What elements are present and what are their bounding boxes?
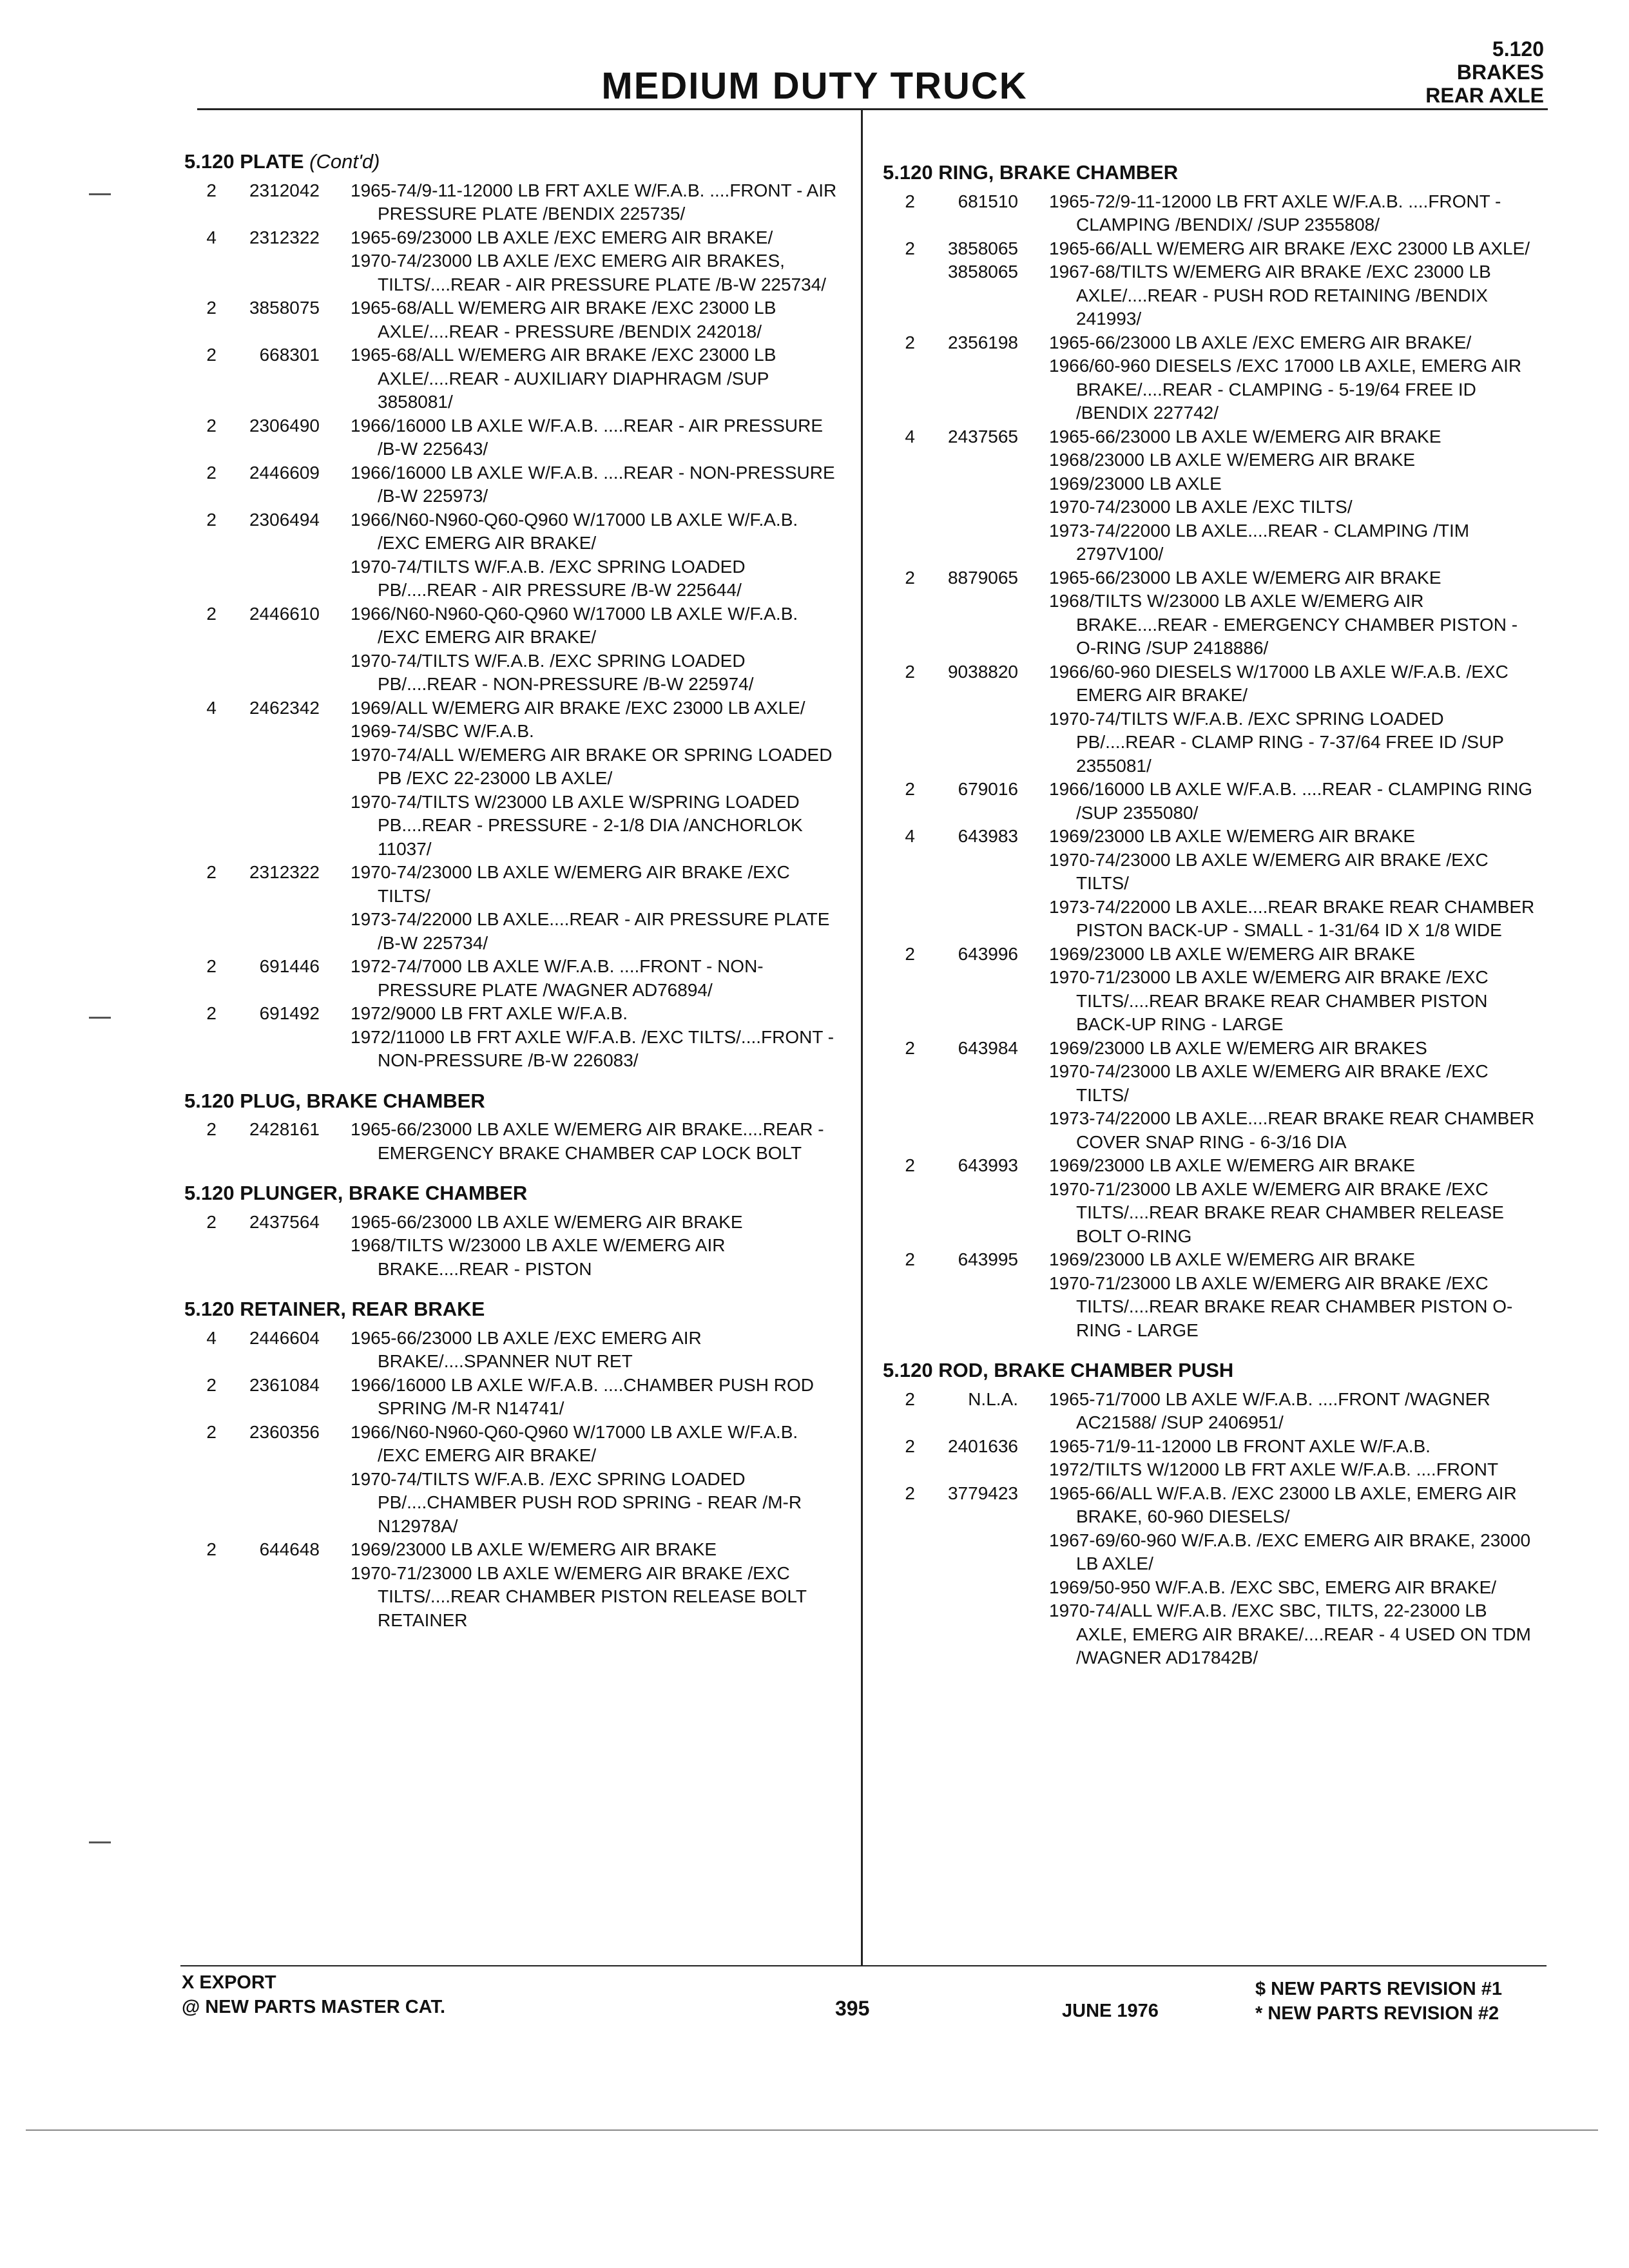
part-entry xyxy=(184,1538,842,1632)
description-line: 1970-74/23000 LB AXLE W/EMERG AIR BRAKE /EXC TILTS/ xyxy=(1049,849,1489,893)
part-entry xyxy=(184,1211,842,1282)
export-legend: X EXPORT xyxy=(182,1972,276,1993)
part-quantity: 2 xyxy=(206,1211,217,1232)
section-number: 5.120 xyxy=(1492,37,1544,61)
description-line: 1973-74/22000 LB AXLE....REAR - AIR PRESSURE PLATE /B-W 225734/ xyxy=(351,909,830,953)
part-number: 3858065 xyxy=(947,238,1018,258)
description-line: 1965-66/23000 LB AXLE /EXC EMERG AIR BRAKE/ xyxy=(1049,332,1472,352)
description-line: 1966/16000 LB AXLE W/F.A.B. ....REAR - CLAMPING RING /SUP 2355080/ xyxy=(1049,779,1533,823)
part-number: 681510 xyxy=(958,191,1018,211)
part-description xyxy=(1049,331,1540,425)
part-quantity: 2 xyxy=(206,462,217,483)
part-description xyxy=(1049,1388,1540,1435)
part-description xyxy=(351,697,842,861)
section-heading xyxy=(883,161,1540,185)
description-line: 1966/16000 LB AXLE W/F.A.B. ....REAR - NON-PRESSURE /B-W 225973/ xyxy=(351,462,835,506)
part-entry xyxy=(883,425,1540,566)
part-description xyxy=(351,1421,842,1539)
description-line: 1973-74/22000 LB AXLE....REAR BRAKE REAR CHAMBER PISTON BACK-UP - SMALL - 1-31/64 ID X 1/8 WIDE xyxy=(1049,896,1535,940)
part-entry xyxy=(883,1435,1540,1482)
description-line: 1969/23000 LB AXLE W/EMERG AIR BRAKE xyxy=(1049,826,1416,846)
part-description xyxy=(351,1118,842,1165)
description-line: 1968/23000 LB AXLE W/EMERG AIR BRAKE xyxy=(1049,450,1416,470)
description-line: 1965-66/23000 LB AXLE W/EMERG AIR BRAKE xyxy=(1049,567,1441,588)
part-quantity: 2 xyxy=(905,1436,915,1456)
description-line: 1970-71/23000 LB AXLE W/EMERG AIR BRAKE /EXC TILTS/....REAR BRAKE REAR CHAMBER PISTON O-RING - LARGE xyxy=(1049,1273,1513,1340)
part-quantity: 2 xyxy=(206,862,217,882)
part-quantity: 2 xyxy=(206,603,217,624)
part-description xyxy=(1049,1037,1540,1155)
description-line: 1965-66/23000 LB AXLE W/EMERG AIR BRAKE....REAR - EMERGENCY BRAKE CHAMBER CAP LOCK BOLT xyxy=(351,1119,824,1163)
part-description xyxy=(1049,237,1540,261)
part-number: 2360356 xyxy=(249,1421,320,1442)
description-line: 1970-71/23000 LB AXLE W/EMERG AIR BRAKE /EXC TILTS/....REAR BRAKE REAR CHAMBER RELEASE BOLT O-RING xyxy=(1049,1178,1504,1246)
part-description xyxy=(351,343,842,414)
part-number: 668301 xyxy=(259,345,320,365)
part-quantity: 2 xyxy=(905,1483,915,1503)
part-number: 2437564 xyxy=(249,1211,320,1232)
part-number: 3858075 xyxy=(249,298,320,318)
part-description xyxy=(1049,825,1540,943)
part-number: 2312042 xyxy=(249,180,320,200)
part-number: 2356198 xyxy=(947,332,1018,352)
part-description xyxy=(1049,566,1540,660)
part-quantity: 2 xyxy=(905,332,915,352)
margin-tick xyxy=(89,193,111,195)
part-number: 691492 xyxy=(259,1003,320,1023)
part-number: 2312322 xyxy=(249,227,320,247)
part-number: 691446 xyxy=(259,956,320,976)
description-line: 1966/N60-N960-Q60-Q960 W/17000 LB AXLE W/F.A.B. /EXC EMERG AIR BRAKE/ xyxy=(351,509,798,553)
description-line: 1972-74/7000 LB AXLE W/F.A.B. ....FRONT - NON-PRESSURE PLATE /WAGNER AD76894/ xyxy=(351,956,764,1000)
part-quantity: 2 xyxy=(206,956,217,976)
description-line: 1972/TILTS W/12000 LB FRT AXLE W/F.A.B. ....FRONT xyxy=(1049,1459,1499,1479)
description-line: 1966/16000 LB AXLE W/F.A.B. ....REAR - AIR PRESSURE /B-W 225643/ xyxy=(351,415,823,459)
part-number: 2312322 xyxy=(249,862,320,882)
section-title: 5.120 RETAINER, REAR BRAKE xyxy=(184,1298,485,1320)
part-quantity: 2 xyxy=(206,1421,217,1442)
section-heading xyxy=(184,1298,842,1321)
description-line: 1966/N60-N960-Q60-Q960 W/17000 LB AXLE W/F.A.B. /EXC EMERG AIR BRAKE/ xyxy=(351,1421,798,1465)
part-description xyxy=(351,1374,842,1421)
description-line: 1965-74/9-11-12000 LB FRT AXLE W/F.A.B. ....FRONT - AIR PRESSURE PLATE /BENDIX 225735/ xyxy=(351,180,837,224)
part-entry xyxy=(184,343,842,414)
description-line: 1970-74/23000 LB AXLE W/EMERG AIR BRAKE /EXC TILTS/ xyxy=(351,862,790,906)
section-heading xyxy=(883,1359,1540,1383)
part-quantity: 2 xyxy=(206,180,217,200)
part-entry xyxy=(883,778,1540,825)
part-number: 2462342 xyxy=(249,697,320,718)
footer-legend-right xyxy=(1255,1977,1502,2026)
description-line: 1969-74/SBC W/F.A.B. xyxy=(351,721,534,741)
part-quantity: 2 xyxy=(905,191,915,211)
part-number: 643996 xyxy=(958,943,1018,964)
part-quantity: 2 xyxy=(905,779,915,799)
description-line: 1972/11000 LB FRT AXLE W/F.A.B. /EXC TILTS/....FRONT - NON-PRESSURE /B-W 226083/ xyxy=(351,1026,834,1070)
part-description xyxy=(1049,778,1540,825)
section-heading xyxy=(184,1090,842,1113)
part-description xyxy=(351,508,842,602)
description-line: 1970-74/TILTS W/23000 LB AXLE W/SPRING LOADED PB....REAR - PRESSURE - 2-1/8 DIA /ANCHORLOK 11037/ xyxy=(351,791,803,859)
part-number: 2446604 xyxy=(249,1327,320,1348)
description-line: 1970-74/23000 LB AXLE /EXC TILTS/ xyxy=(1049,497,1353,517)
description-line: 1969/ALL W/EMERG AIR BRAKE /EXC 23000 LB AXLE/ xyxy=(351,697,805,718)
description-line: 1969/50-950 W/F.A.B. /EXC SBC, EMERG AIR BRAKE/ xyxy=(1049,1577,1497,1597)
part-quantity: 2 xyxy=(905,943,915,964)
section-title: 5.120 PLATE xyxy=(184,150,304,173)
description-line: 1970-74/ALL W/F.A.B. /EXC SBC, TILTS, 22-23000 LB AXLE, EMERG AIR BRAKE/....REAR - 4 USED ON TDM /WAGNER AD17842B/ xyxy=(1049,1600,1531,1667)
part-entry xyxy=(184,697,842,861)
section-heading xyxy=(184,1182,842,1206)
description-line: 1970-74/TILTS W/F.A.B. /EXC SPRING LOADED PB/....REAR - AIR PRESSURE /B-W 225644/ xyxy=(351,556,746,600)
part-description xyxy=(351,861,842,955)
part-quantity: 2 xyxy=(905,1155,915,1175)
column-divider xyxy=(861,110,863,1965)
part-number: 8879065 xyxy=(947,567,1018,588)
part-number: 9038820 xyxy=(947,661,1018,682)
description-line: 1969/23000 LB AXLE W/EMERG AIR BRAKE xyxy=(351,1539,717,1559)
part-entry xyxy=(883,1388,1540,1435)
part-entry xyxy=(883,1248,1540,1342)
section-title: 5.120 PLUG, BRAKE CHAMBER xyxy=(184,1089,485,1112)
description-line: 1969/23000 LB AXLE W/EMERG AIR BRAKE xyxy=(1049,1249,1416,1269)
part-entry xyxy=(184,861,842,955)
part-quantity: 2 xyxy=(905,238,915,258)
part-entry xyxy=(184,1327,842,1374)
description-line: 1965-66/23000 LB AXLE W/EMERG AIR BRAKE xyxy=(1049,426,1441,447)
part-description xyxy=(351,296,842,343)
part-entry xyxy=(883,1037,1540,1155)
part-entry xyxy=(883,190,1540,237)
part-quantity: 2 xyxy=(206,1119,217,1139)
revision-2-legend: * NEW PARTS REVISION #2 xyxy=(1255,2003,1499,2024)
section-subgroup: REAR AXLE xyxy=(1425,84,1544,107)
part-description xyxy=(351,1211,842,1282)
part-entry xyxy=(184,226,842,297)
part-quantity: 2 xyxy=(206,509,217,530)
part-number: 643983 xyxy=(958,826,1018,846)
part-entry xyxy=(883,1482,1540,1670)
part-quantity: 2 xyxy=(206,1539,217,1559)
description-line: 1965-66/23000 LB AXLE W/EMERG AIR BRAKE xyxy=(351,1211,743,1232)
part-number: N.L.A. xyxy=(968,1389,1018,1409)
part-number: 679016 xyxy=(958,779,1018,799)
description-line: 1973-74/22000 LB AXLE....REAR - CLAMPING /TIM 2797V100/ xyxy=(1049,520,1470,564)
description-line: 1965-71/7000 LB AXLE W/F.A.B. ....FRONT /WAGNER AC21588/ /SUP 2406951/ xyxy=(1049,1389,1490,1432)
part-description xyxy=(351,179,842,226)
part-number: 2361084 xyxy=(249,1374,320,1395)
part-number: 2401636 xyxy=(947,1436,1018,1456)
description-line: 1970-74/23000 LB AXLE W/EMERG AIR BRAKE /EXC TILTS/ xyxy=(1049,1061,1489,1105)
part-description xyxy=(351,461,842,508)
part-quantity: 4 xyxy=(905,426,915,447)
description-line: 1965-68/ALL W/EMERG AIR BRAKE /EXC 23000 LB AXLE/....REAR - AUXILIARY DIAPHRAGM /SUP 3858081/ xyxy=(351,345,776,412)
section-title: 5.120 PLUNGER, BRAKE CHAMBER xyxy=(184,1182,528,1204)
part-entry xyxy=(883,1154,1540,1248)
part-description xyxy=(351,226,842,297)
part-description xyxy=(1049,425,1540,566)
part-quantity: 2 xyxy=(206,1003,217,1023)
part-quantity: 2 xyxy=(905,661,915,682)
part-quantity: 2 xyxy=(905,1037,915,1058)
description-line: 1969/23000 LB AXLE W/EMERG AIR BRAKE xyxy=(1049,943,1416,964)
description-line: 1970-74/TILTS W/F.A.B. /EXC SPRING LOADED PB/....CHAMBER PUSH ROD SPRING - REAR /M-R N12978A/ xyxy=(351,1468,802,1536)
part-quantity: 2 xyxy=(206,298,217,318)
part-entry xyxy=(184,179,842,226)
header-rule xyxy=(197,108,1548,110)
description-line: 1968/TILTS W/23000 LB AXLE W/EMERG AIR BRAKE....REAR - EMERGENCY CHAMBER PISTON - O-RING /SUP 2418886/ xyxy=(1049,591,1518,658)
part-entry xyxy=(184,1118,842,1165)
page-title: MEDIUM DUTY TRUCK xyxy=(601,65,1028,107)
section-group: BRAKES xyxy=(1456,61,1544,84)
part-description xyxy=(351,955,842,1002)
part-entry xyxy=(883,566,1540,660)
part-number: 2306494 xyxy=(249,509,320,530)
description-line: 1967-68/TILTS W/EMERG AIR BRAKE /EXC 23000 LB AXLE/....REAR - PUSH ROD RETAINING /BENDIX 241993/ xyxy=(1049,262,1491,329)
part-number: 644648 xyxy=(259,1539,320,1559)
description-line: 1965-69/23000 LB AXLE /EXC EMERG AIR BRAKE/ xyxy=(351,227,773,247)
description-line: 1965-66/ALL W/F.A.B. /EXC 23000 LB AXLE, EMERG AIR BRAKE, 60-960 DIESELS/ xyxy=(1049,1483,1517,1526)
part-quantity: 4 xyxy=(206,697,217,718)
description-line: 1970-74/ALL W/EMERG AIR BRAKE OR SPRING LOADED PB /EXC 22-23000 LB AXLE/ xyxy=(351,744,833,788)
part-entry xyxy=(184,1374,842,1421)
part-description xyxy=(351,1002,842,1073)
section-title: 5.120 ROD, BRAKE CHAMBER PUSH xyxy=(883,1359,1234,1381)
page-number: 395 xyxy=(835,1997,870,2020)
footer-rule xyxy=(180,1965,1547,1966)
part-description xyxy=(1049,1248,1540,1342)
part-description xyxy=(1049,1435,1540,1482)
section-reference xyxy=(1425,37,1544,107)
description-line: 1970-74/TILTS W/F.A.B. /EXC SPRING LOADED PB/....REAR - NON-PRESSURE /B-W 225974/ xyxy=(351,650,754,694)
description-line: 1965-72/9-11-12000 LB FRT AXLE W/F.A.B. ....FRONT - CLAMPING /BENDIX/ /SUP 2355808/ xyxy=(1049,191,1501,235)
bottom-rule xyxy=(26,2129,1598,2131)
section-title: 5.120 RING, BRAKE CHAMBER xyxy=(883,161,1179,184)
part-entry xyxy=(184,1421,842,1539)
part-description xyxy=(351,1327,842,1374)
part-description xyxy=(1049,660,1540,778)
part-quantity: 4 xyxy=(206,227,217,247)
part-quantity: 4 xyxy=(905,826,915,846)
section-heading xyxy=(184,150,842,174)
master-catalog-legend: @ NEW PARTS MASTER CAT. xyxy=(182,1997,446,2017)
part-description xyxy=(351,1538,842,1632)
margin-tick xyxy=(89,1017,111,1019)
description-line: 1968/TILTS W/23000 LB AXLE W/EMERG AIR BRAKE....REAR - PISTON xyxy=(351,1235,726,1279)
part-entry xyxy=(883,237,1540,261)
part-quantity: 4 xyxy=(206,1327,217,1348)
part-quantity: 2 xyxy=(905,567,915,588)
description-line: 1966/16000 LB AXLE W/F.A.B. ....CHAMBER PUSH ROD SPRING /M-R N14741/ xyxy=(351,1374,814,1418)
part-entry xyxy=(184,602,842,697)
description-line: 1965-66/ALL W/EMERG AIR BRAKE /EXC 23000 LB AXLE/ xyxy=(1049,238,1530,258)
part-quantity: 2 xyxy=(905,1249,915,1269)
part-entry xyxy=(184,296,842,343)
part-description xyxy=(1049,190,1540,237)
description-line: 1966/60-960 DIESELS W/17000 LB AXLE W/F.A.B. /EXC EMERG AIR BRAKE/ xyxy=(1049,661,1509,705)
description-line: 1969/23000 LB AXLE W/EMERG AIR BRAKES xyxy=(1049,1037,1427,1058)
part-number: 2437565 xyxy=(947,426,1018,447)
part-number: 2446610 xyxy=(249,603,320,624)
publication-date: JUNE 1976 xyxy=(1062,2001,1159,2021)
part-number: 2428161 xyxy=(249,1119,320,1139)
description-line: 1965-71/9-11-12000 LB FRONT AXLE W/F.A.B. xyxy=(1049,1436,1431,1456)
part-number: 643984 xyxy=(958,1037,1018,1058)
description-line: 1970-74/TILTS W/F.A.B. /EXC SPRING LOADED PB/....REAR - CLAMP RING - 7-37/64 FREE ID /SUP 2355081/ xyxy=(1049,708,1504,776)
part-entry xyxy=(883,825,1540,943)
continued-note: (Cont'd) xyxy=(309,150,380,173)
part-entry xyxy=(184,1002,842,1073)
part-quantity: 2 xyxy=(206,1374,217,1395)
part-entry xyxy=(883,331,1540,425)
part-number: 643995 xyxy=(958,1249,1018,1269)
description-line: 1965-66/23000 LB AXLE /EXC EMERG AIR BRAKE/....SPANNER NUT RET xyxy=(351,1327,702,1371)
part-number: 3779423 xyxy=(947,1483,1018,1503)
part-description xyxy=(1049,260,1540,331)
footer-legend-left xyxy=(182,1970,445,2019)
description-line: 1969/23000 LB AXLE W/EMERG AIR BRAKE xyxy=(1049,1155,1416,1175)
part-entry xyxy=(883,660,1540,778)
left-column xyxy=(184,150,842,1632)
part-description xyxy=(351,414,842,461)
part-number: 2446609 xyxy=(249,462,320,483)
right-column xyxy=(883,161,1540,1670)
description-line: 1972/9000 LB FRT AXLE W/F.A.B. xyxy=(351,1003,628,1023)
description-line: 1970-74/23000 LB AXLE /EXC EMERG AIR BRAKES, TILTS/....REAR - AIR PRESSURE PLATE /B-W 225734/ xyxy=(351,251,827,294)
margin-tick xyxy=(89,1841,111,1843)
part-entry xyxy=(883,260,1540,331)
description-line: 1967-69/60-960 W/F.A.B. /EXC EMERG AIR BRAKE, 23000 LB AXLE/ xyxy=(1049,1530,1531,1573)
part-number: 643993 xyxy=(958,1155,1018,1175)
description-line: 1965-68/ALL W/EMERG AIR BRAKE /EXC 23000 LB AXLE/....REAR - PRESSURE /BENDIX 242018/ xyxy=(351,298,776,341)
revision-1-legend: $ NEW PARTS REVISION #1 xyxy=(1255,1979,1502,1999)
description-line: 1966/N60-N960-Q60-Q960 W/17000 LB AXLE W/F.A.B. /EXC EMERG AIR BRAKE/ xyxy=(351,603,798,647)
part-description xyxy=(1049,1482,1540,1670)
description-line: 1970-71/23000 LB AXLE W/EMERG AIR BRAKE /EXC TILTS/....REAR CHAMBER PISTON RELEASE BOLT RETAINER xyxy=(351,1562,807,1630)
part-description xyxy=(1049,943,1540,1037)
part-number: 2306490 xyxy=(249,415,320,436)
part-entry xyxy=(883,943,1540,1037)
part-number: 3858065 xyxy=(947,262,1018,282)
part-description xyxy=(351,602,842,697)
part-entry xyxy=(184,955,842,1002)
part-quantity: 2 xyxy=(206,345,217,365)
part-entry xyxy=(184,461,842,508)
part-description xyxy=(1049,1154,1540,1248)
part-quantity: 2 xyxy=(206,415,217,436)
part-entry xyxy=(184,508,842,602)
part-entry xyxy=(184,414,842,461)
part-quantity: 2 xyxy=(905,1389,915,1409)
description-line: 1966/60-960 DIESELS /EXC 17000 LB AXLE, EMERG AIR BRAKE/....REAR - CLAMPING - 5-19/64 FREE ID /BENDIX 227742/ xyxy=(1049,356,1522,423)
description-line: 1970-71/23000 LB AXLE W/EMERG AIR BRAKE /EXC TILTS/....REAR BRAKE REAR CHAMBER PISTON BACK-UP RING - LARGE xyxy=(1049,967,1489,1034)
description-line: 1973-74/22000 LB AXLE....REAR BRAKE REAR CHAMBER COVER SNAP RING - 6-3/16 DIA xyxy=(1049,1108,1535,1152)
description-line: 1969/23000 LB AXLE xyxy=(1049,473,1222,494)
